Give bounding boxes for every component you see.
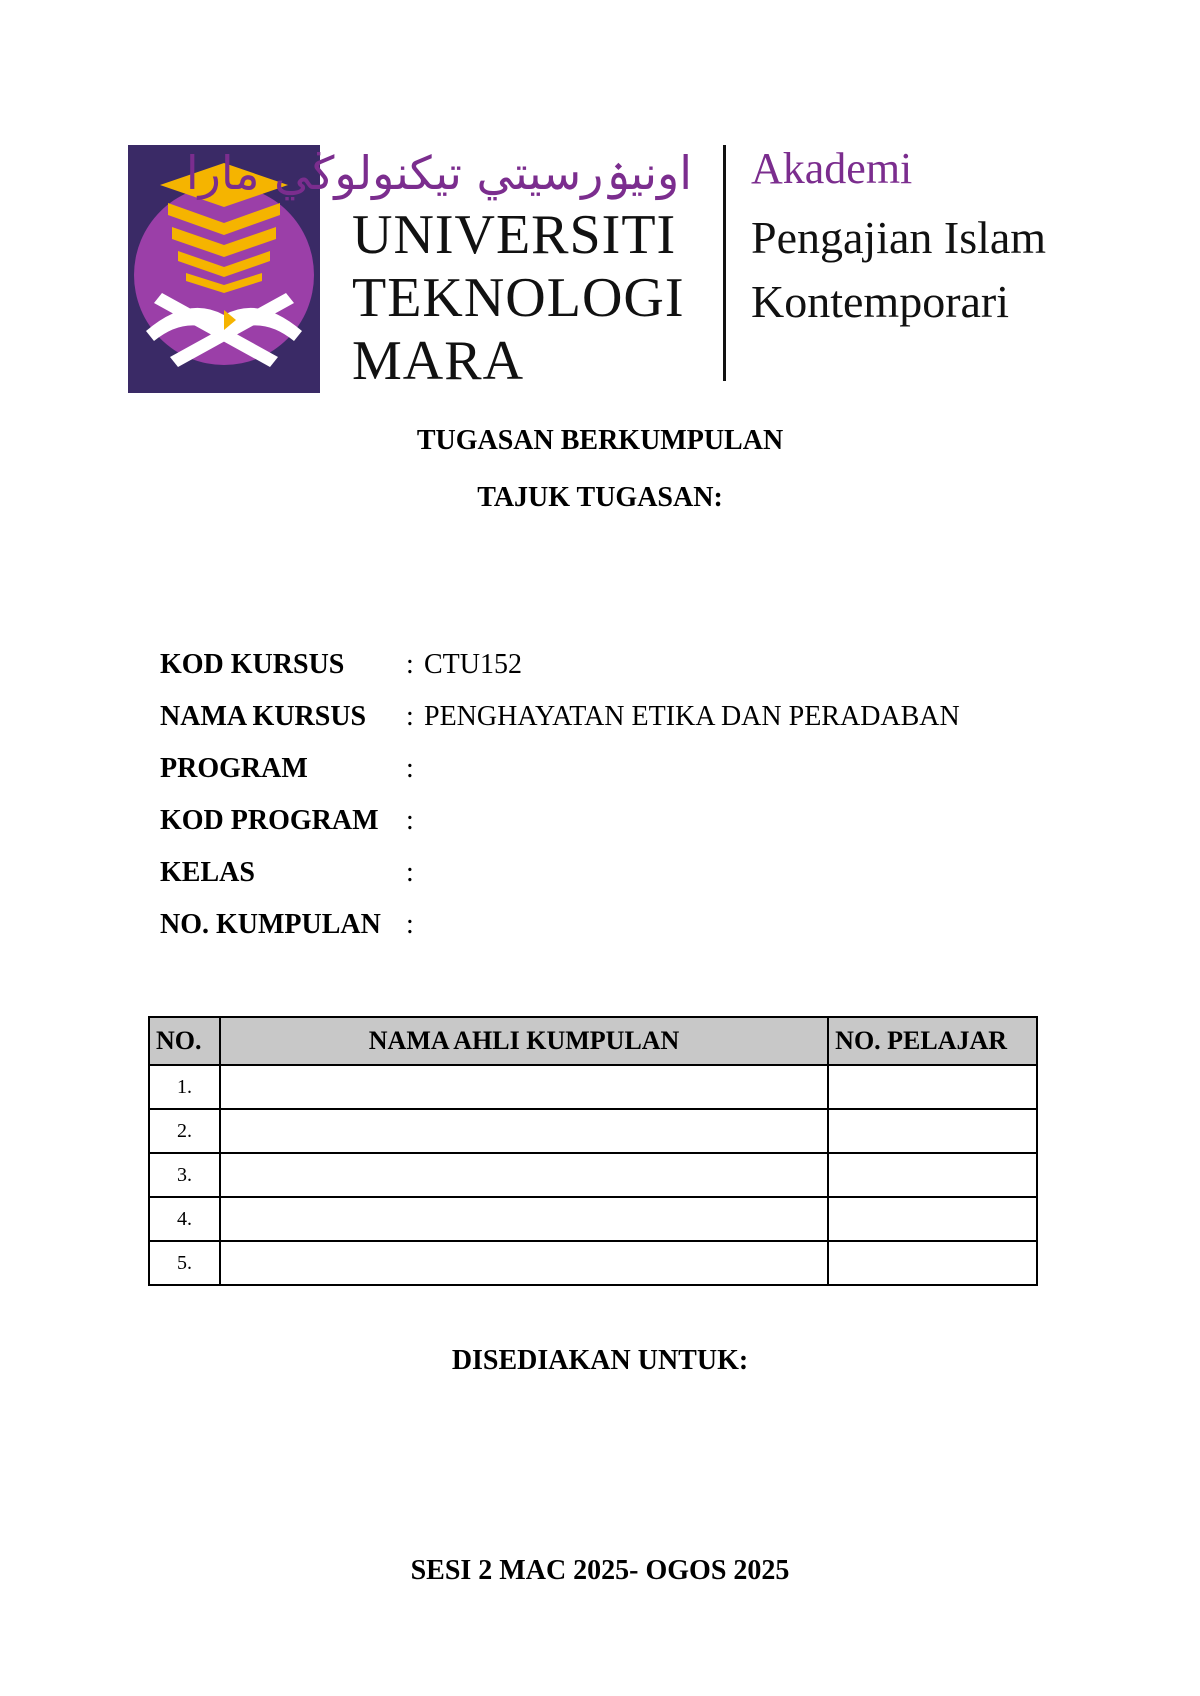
header-member-name: NAMA AHLI KUMPULAN [220, 1017, 828, 1065]
field-colon: : [406, 909, 414, 940]
table-row [149, 1153, 1037, 1197]
field-label: KOD KURSUS [160, 649, 345, 680]
members-table [148, 1016, 1038, 1286]
jawi-university-name: اونيۏرسيتي تيكنولوڬي مارا [185, 146, 692, 200]
field-label: KOD PROGRAM [160, 805, 379, 836]
akademi-line-2: Pengajian Islam [751, 212, 1047, 263]
field-label: KELAS [160, 857, 255, 888]
member-name-cell[interactable] [220, 1109, 828, 1153]
student-id-cell[interactable] [828, 1153, 1037, 1197]
prepared-for-label: DISEDIAKAN UNTUK: [451, 1345, 749, 1376]
university-line-2: TEKNOLOGI [352, 267, 685, 329]
table-row [149, 1241, 1037, 1285]
akademi-line-1: Akademi [751, 144, 913, 193]
field-row-kod-program [160, 804, 1060, 856]
row-number: 2. [149, 1109, 220, 1153]
student-id-cell[interactable] [828, 1241, 1037, 1285]
field-value: CTU152 [424, 649, 522, 680]
table-header-row [149, 1017, 1037, 1065]
akademi-line-3: Kontemporari [751, 276, 1010, 327]
header-no: NO. [149, 1017, 220, 1065]
field-row-program [160, 752, 1060, 804]
student-id-cell[interactable] [828, 1109, 1037, 1153]
university-line-1: UNIVERSITI [352, 204, 677, 266]
field-colon: : [406, 753, 414, 784]
row-number: 3. [149, 1153, 220, 1197]
table-row [149, 1065, 1037, 1109]
university-name-block [185, 143, 712, 392]
field-colon: : [406, 805, 414, 836]
header-logo-area [128, 143, 1088, 392]
field-label: PROGRAM [160, 753, 308, 784]
field-colon: : [406, 857, 414, 888]
field-row-kelas [160, 856, 1060, 908]
member-name-cell[interactable] [220, 1153, 828, 1197]
table-row [149, 1197, 1037, 1241]
member-name-cell[interactable] [220, 1197, 828, 1241]
header-divider [723, 145, 726, 381]
assignment-title-label: TAJUK TUGASAN: [477, 482, 723, 513]
student-id-cell[interactable] [828, 1197, 1037, 1241]
row-number: 1. [149, 1065, 220, 1109]
member-name-cell[interactable] [220, 1241, 828, 1285]
header-student-id: NO. PELAJAR [828, 1017, 1037, 1065]
field-row-kod-kursus [160, 648, 1060, 700]
row-number: 5. [149, 1241, 220, 1285]
row-number: 4. [149, 1197, 220, 1241]
field-label: NAMA KURSUS [160, 701, 367, 732]
field-colon: : [406, 649, 414, 680]
field-label: NO. KUMPULAN [160, 909, 381, 940]
field-colon: : [406, 701, 414, 732]
field-row-nama-kursus [160, 700, 1060, 752]
course-info-fields [160, 648, 1060, 960]
assignment-type-title: TUGASAN BERKUMPULAN [416, 425, 784, 456]
field-row-no-kumpulan [160, 908, 1060, 960]
field-value: PENGHAYATAN ETIKA DAN PERADABAN [424, 701, 960, 732]
table-row [149, 1109, 1037, 1153]
student-id-cell[interactable] [828, 1065, 1037, 1109]
session-label: SESI 2 MAC 2025- OGOS 2025 [410, 1555, 790, 1586]
member-name-cell[interactable] [220, 1065, 828, 1109]
university-line-3: MARA [352, 330, 525, 392]
